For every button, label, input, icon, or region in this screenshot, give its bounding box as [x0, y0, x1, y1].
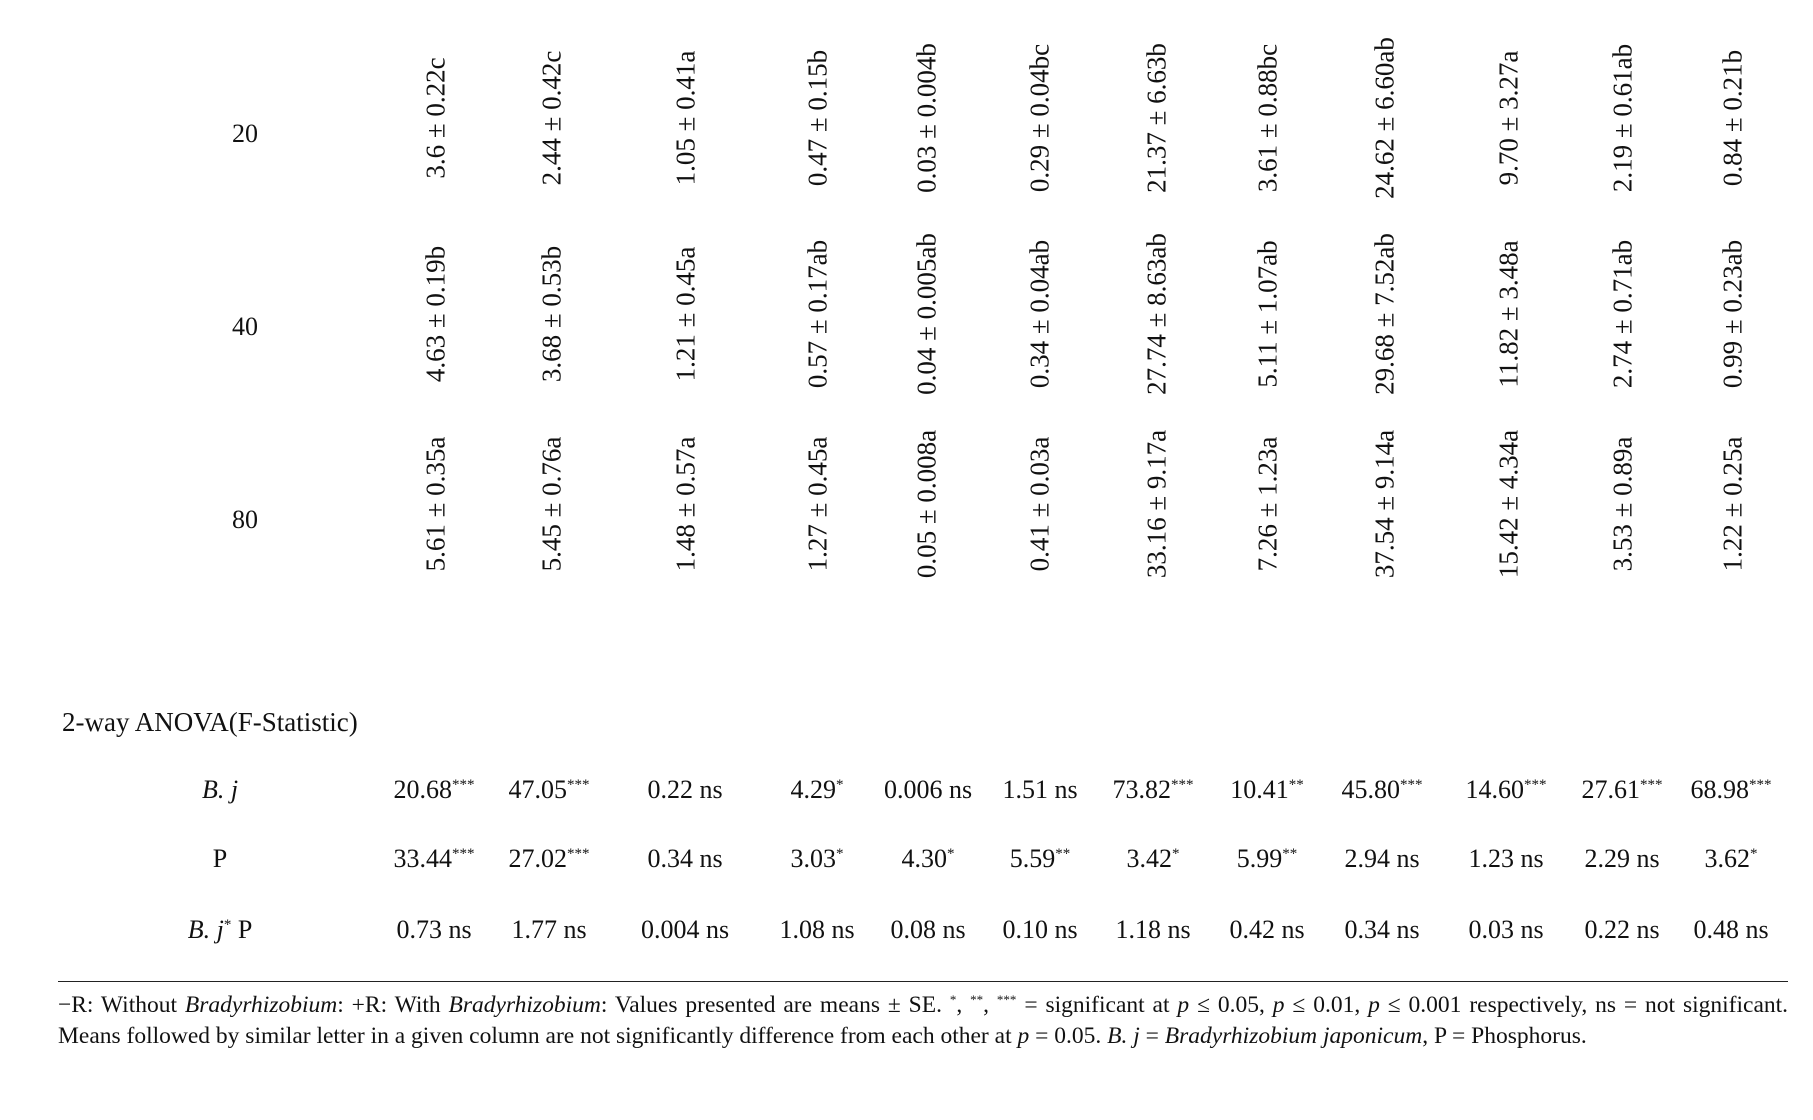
significance-stars: ***	[452, 777, 475, 793]
anova-cell	[1344, 915, 1419, 945]
table-bottom-rule	[58, 981, 1788, 982]
cell-value: 5.61 ± 0.35a	[420, 436, 451, 572]
anova-cell	[1466, 775, 1547, 805]
cell-value: 3.68 ± 0.53b	[536, 245, 567, 383]
f-value: 0.22 ns	[647, 775, 723, 804]
anova-cell	[1230, 775, 1304, 805]
f-value: 0.006 ns	[883, 775, 973, 804]
cell-value: 0.84 ± 0.21b	[1717, 49, 1748, 187]
anova-cell	[791, 775, 844, 805]
treatment-row-label: 20	[232, 119, 258, 148]
cell-value: 0.03 ± 0.004b	[911, 43, 942, 193]
cell-value: 5.11 ± 1.07ab	[1252, 240, 1283, 388]
anova-cell	[1002, 775, 1077, 805]
anova-cell	[394, 844, 475, 874]
anova-cell	[1468, 844, 1543, 874]
anova-cell	[647, 844, 722, 874]
f-value: 5.99	[1236, 844, 1283, 873]
significance-stars: *	[836, 777, 844, 793]
f-value: 0.22 ns	[1584, 915, 1660, 944]
anova-cell	[1584, 915, 1659, 945]
anova-row-label-text: P	[231, 915, 253, 944]
anova-cell	[1010, 844, 1071, 874]
anova-cell	[1582, 775, 1663, 805]
f-value: 3.03	[790, 844, 836, 873]
significance-stars: **	[1282, 846, 1298, 862]
anova-row-label-italic: B. j	[201, 775, 239, 804]
anova-row-label-text: P	[212, 844, 228, 873]
cell-value: 3.53 ± 0.89a	[1607, 436, 1638, 572]
cell-value: 3.6 ± 0.22c	[420, 57, 451, 179]
cell-value: 15.42 ± 4.34a	[1493, 429, 1524, 579]
anova-cell	[1693, 915, 1768, 945]
cell-value: 0.29 ± 0.04bc	[1024, 43, 1055, 193]
f-value: 2.29 ns	[1584, 844, 1660, 873]
anova-cell	[1705, 844, 1758, 874]
anova-cell	[1127, 844, 1180, 874]
f-value: 27.61	[1581, 775, 1640, 804]
cell-value: 33.16 ± 9.17a	[1141, 429, 1172, 579]
anova-cell	[1113, 775, 1194, 805]
cell-value: 0.57 ± 0.17ab	[802, 239, 833, 389]
f-value: 0.73 ns	[396, 915, 472, 944]
anova-row-label	[160, 775, 280, 805]
cell-value: 0.34 ± 0.04ab	[1024, 239, 1055, 389]
f-value: 0.08 ns	[890, 915, 966, 944]
significance-stars: ***	[1400, 777, 1423, 793]
anova-cell	[902, 844, 955, 874]
significance-stars: *	[1750, 846, 1758, 862]
f-value: 20.68	[393, 775, 452, 804]
anova-cell	[1468, 915, 1543, 945]
cell-value: 1.27 ± 0.45a	[802, 436, 833, 572]
f-value: 0.004 ns	[640, 915, 730, 944]
cell-value: 0.99 ± 0.23ab	[1717, 239, 1748, 389]
f-value: 1.08 ns	[779, 915, 855, 944]
anova-cell	[396, 915, 471, 945]
cell-value: 2.74 ± 0.71ab	[1607, 239, 1638, 389]
significance-stars: **	[1055, 846, 1071, 862]
f-value: 45.80	[1341, 775, 1400, 804]
f-value: 1.23 ns	[1468, 844, 1544, 873]
cell-value: 1.21 ± 0.45a	[670, 246, 701, 382]
anova-cell	[1002, 915, 1077, 945]
significance-stars: ***	[1524, 777, 1547, 793]
cell-value: 2.19 ± 0.61ab	[1607, 43, 1638, 193]
cell-value: 2.44 ± 0.42c	[536, 50, 567, 186]
anova-cell	[1229, 915, 1304, 945]
cell-value: 1.22 ± 0.25a	[1717, 436, 1748, 572]
treatment-row-label: 80	[232, 505, 258, 534]
f-value: 1.77 ns	[511, 915, 587, 944]
significance-stars: *	[1172, 846, 1180, 862]
anova-cell	[509, 775, 590, 805]
f-value: 2.94 ns	[1344, 844, 1420, 873]
significance-stars: ***	[452, 846, 475, 862]
anova-cell	[1691, 775, 1772, 805]
cell-value: 9.70 ± 3.27a	[1493, 50, 1524, 186]
cell-value: 11.82 ± 3.48a	[1493, 240, 1524, 388]
cell-value: 0.04 ± 0.005ab	[911, 233, 942, 395]
anova-cell	[1584, 844, 1659, 874]
cell-value: 3.61 ± 0.88bc	[1252, 43, 1283, 193]
cell-value: 1.48 ± 0.57a	[670, 436, 701, 572]
cell-value: 5.45 ± 0.76a	[536, 436, 567, 572]
anova-cell	[1237, 844, 1298, 874]
f-value: 0.48 ns	[1693, 915, 1769, 944]
f-value: 3.42	[1126, 844, 1172, 873]
cell-value: 4.63 ± 0.19b	[420, 245, 451, 383]
f-value: 33.44	[393, 844, 452, 873]
treatment-row-label: 40	[232, 312, 258, 341]
anova-cell	[641, 915, 729, 945]
cell-value: 0.05 ± 0.008a	[911, 429, 942, 579]
f-value: 10.41	[1230, 775, 1289, 804]
cell-value: 37.54 ± 9.14a	[1369, 429, 1400, 579]
f-value: 1.18 ns	[1115, 915, 1191, 944]
anova-cell	[890, 915, 965, 945]
f-value: 14.60	[1465, 775, 1524, 804]
f-value: 73.82	[1112, 775, 1171, 804]
anova-cell	[511, 915, 586, 945]
anova-row-label	[160, 844, 280, 874]
significance-stars: ***	[1749, 777, 1772, 793]
f-value: 1.51 ns	[1002, 775, 1078, 804]
cell-value: 21.37 ± 6.63b	[1141, 43, 1172, 193]
anova-cell	[509, 844, 590, 874]
significance-stars: *	[836, 846, 844, 862]
f-value: 3.62	[1704, 844, 1750, 873]
significance-stars: ***	[1171, 777, 1194, 793]
anova-row-label-italic: B. j	[187, 915, 224, 944]
significance-stars: ***	[567, 846, 590, 862]
f-value: 4.30	[901, 844, 947, 873]
f-value: 68.98	[1690, 775, 1749, 804]
significance-stars: *	[947, 846, 955, 862]
f-value: 0.34 ns	[647, 844, 723, 873]
cell-value: 1.05 ± 0.41a	[670, 50, 701, 186]
significance-stars: ***	[567, 777, 590, 793]
f-value: 4.29	[790, 775, 836, 804]
significance-stars: ***	[1640, 777, 1663, 793]
significance-stars: **	[1288, 777, 1304, 793]
anova-row-label	[160, 915, 280, 945]
anova-cell	[1115, 915, 1190, 945]
anova-cell	[394, 775, 475, 805]
cell-value: 0.41 ± 0.03a	[1024, 436, 1055, 572]
cell-value: 0.47 ± 0.15b	[802, 49, 833, 187]
f-value: 5.59	[1009, 844, 1056, 873]
cell-value: 7.26 ± 1.23a	[1252, 436, 1283, 572]
f-value: 0.03 ns	[1468, 915, 1544, 944]
anova-cell	[791, 844, 844, 874]
anova-row-label-sup: *	[223, 917, 232, 933]
cell-value: 29.68 ± 7.52ab	[1369, 233, 1400, 395]
cell-value: 27.74 ± 8.63ab	[1141, 233, 1172, 395]
anova-section-title: 2-way ANOVA(F-Statistic)	[62, 707, 358, 737]
anova-cell	[779, 915, 854, 945]
f-value: 47.05	[508, 775, 567, 804]
anova-cell	[1344, 844, 1419, 874]
f-value: 0.34 ns	[1344, 915, 1420, 944]
f-value: 27.02	[508, 844, 567, 873]
anova-cell	[1342, 775, 1423, 805]
table-footnote: −R: Without Bradyrhizobium: +R: With Bradyrhizobium: Values presented are means ± SE. *, **, *** = significant at p ≤ 0.05, p ≤ 0.01, p ≤ 0.001 respectively, ns = not significant. Means followed by similar letter in a given column are not significantly difference from each other at p = 0.05. B. j = Bradyrhizobium japonicum, P = Phosphorus.	[58, 992, 1789, 1049]
anova-cell	[884, 775, 972, 805]
cell-value: 24.62 ± 6.60ab	[1369, 37, 1400, 199]
anova-cell	[647, 775, 722, 805]
f-value: 0.42 ns	[1229, 915, 1305, 944]
f-value: 0.10 ns	[1002, 915, 1078, 944]
